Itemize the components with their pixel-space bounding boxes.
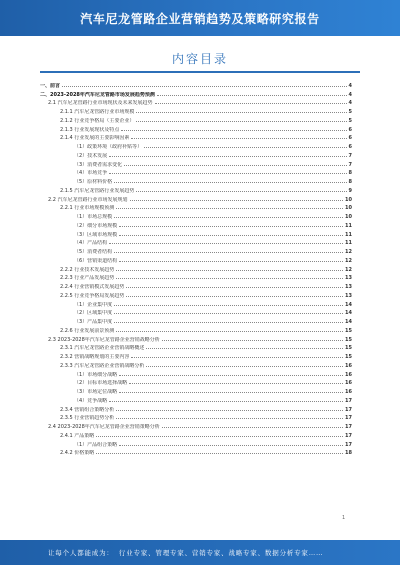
toc-entry-label: 2.3.4 营销组合策略分析 (60, 406, 115, 413)
toc-entry-page: 11 (345, 240, 352, 247)
toc-entry[interactable] (40, 299, 352, 308)
toc-entry[interactable] (40, 141, 352, 150)
toc-entry[interactable] (40, 325, 352, 334)
toc-entry-label: 二、2023-2028年汽车尼龙管路市场发展趋势预测 (40, 91, 155, 98)
toc-entry-page: 17 (345, 424, 352, 430)
toc-entry-page: 5 (348, 109, 352, 115)
toc-entry-label: （6）营销渠道结构 (74, 257, 118, 264)
toc-leader-dots (144, 147, 346, 148)
toc-entry-page: 10 (345, 214, 352, 220)
toc-leader-dots (119, 445, 343, 446)
toc-entry-label: 2.1.3 行业发展现状及特点 (60, 126, 120, 133)
toc-entry-page: 17 (345, 406, 352, 413)
toc-entry-page: 15 (345, 327, 352, 334)
toc-leader-dots (109, 401, 343, 402)
toc-entry-label: 2.2.3 行业产品发展趋势 (60, 275, 115, 282)
toc-entry-page: 18 (345, 450, 352, 457)
toc-entry-page: 11 (345, 222, 352, 229)
toc-entry[interactable] (40, 159, 352, 168)
toc-entry-label: 2.1.1 汽车尼龙管路行业市场规模 (60, 109, 135, 115)
toc-leader-dots (114, 313, 343, 314)
toc-entry-label: （2）技术发展 (74, 152, 108, 159)
toc-entry-page: 4 (348, 91, 352, 98)
toc-leader-dots (114, 322, 343, 323)
toc-entry[interactable] (40, 176, 352, 185)
toc-entry-page: 13 (345, 275, 352, 282)
toc-entry-label: 2.1 汽车尼龙管路行业市场现状及未来发展趋势 (48, 100, 153, 107)
toc-entry[interactable] (40, 421, 352, 430)
toc-entry[interactable] (40, 273, 352, 282)
toc-entry[interactable] (40, 439, 352, 448)
toc-entry[interactable] (40, 211, 352, 220)
toc-entry-label: 2.2.1 行业市场规模预测 (60, 205, 115, 212)
toc-entry[interactable] (40, 115, 352, 124)
toc-entry-page: 14 (345, 319, 352, 325)
toc-entry-page: 6 (348, 135, 352, 142)
toc-entry[interactable] (40, 124, 352, 133)
toc-entry-page: 16 (345, 389, 352, 395)
toc-entry[interactable] (40, 106, 352, 115)
toc-leader-dots (114, 217, 343, 218)
toc-entry-label: （1）市场细分战略 (74, 371, 118, 378)
toc-entry-label: （3）市场定位战略 (74, 389, 118, 395)
toc-leader-dots (129, 383, 343, 384)
toc-entry[interactable] (40, 395, 352, 404)
toc-leader-dots (96, 436, 343, 437)
toc-entry-label: （5）原材料价格 (74, 179, 113, 185)
toc-entry[interactable] (40, 168, 352, 177)
heading-divider (40, 71, 360, 73)
toc-entry-label: 2.1.5 汽车尼龙管路行业发展趋势 (60, 187, 135, 194)
toc-entry[interactable] (40, 448, 352, 457)
header-banner (0, 0, 400, 36)
toc-entry[interactable] (40, 360, 352, 369)
toc-leader-dots (131, 357, 343, 358)
toc-entry[interactable] (40, 386, 352, 395)
toc-leader-dots (136, 112, 346, 113)
toc-entry[interactable] (40, 229, 352, 238)
toc-entry-label: （4）竞争战略 (74, 397, 108, 404)
toc-leader-dots (155, 103, 347, 104)
toc-entry-page: 8 (348, 170, 352, 177)
toc-entry[interactable] (40, 351, 352, 360)
toc-leader-dots (62, 86, 347, 87)
toc-entry[interactable] (40, 203, 352, 212)
toc-entry[interactable] (40, 308, 352, 317)
toc-leader-dots (116, 418, 343, 419)
toc-leader-dots (116, 278, 343, 279)
toc-entry-label: （2）区域集中度 (74, 310, 113, 317)
toc-entry-label: 2.2.2 行业技术发展趋势 (60, 266, 115, 273)
toc-entry[interactable] (40, 343, 352, 352)
toc-leader-dots (136, 121, 346, 122)
toc-entry[interactable] (40, 290, 352, 299)
footer-roles: 行业专家、管理专家、营销专家、战略专家、数据分析专家…… (118, 549, 324, 557)
toc-entry-page: 4 (348, 82, 352, 89)
toc-entry-page: 16 (345, 371, 352, 378)
toc-entry-label: （2）目标市场选择战略 (74, 380, 128, 387)
toc-entry[interactable] (40, 369, 352, 378)
toc-entry-label: 2.4.1 产品策略 (60, 432, 95, 439)
toc-leader-dots (109, 243, 343, 244)
toc-entry-label: （1）政策环境（政府补贴等） (74, 144, 143, 150)
toc-entry-label: 一、前言 (40, 82, 61, 89)
toc-entry[interactable] (40, 133, 352, 142)
toc-entry[interactable] (40, 404, 352, 413)
toc-leader-dots (130, 200, 343, 201)
toc-entry-page: 4 (348, 100, 352, 107)
page-number: 1 (342, 515, 346, 521)
footer-slogan: 让每个人都能成为 (48, 549, 107, 557)
toc-entry-page: 14 (345, 310, 352, 317)
toc-entry-label: （1）市场总规模 (74, 214, 113, 220)
toc-entry-page: 17 (345, 441, 352, 448)
toc-leader-dots (96, 453, 343, 454)
toc-entry[interactable] (40, 413, 352, 422)
toc-leader-dots (119, 392, 343, 393)
toc-leader-dots (157, 95, 347, 96)
toc-leader-dots (162, 427, 343, 428)
toc-entry-label: 2.3.1 汽车尼龙管路企业营销战略概述 (60, 345, 145, 352)
toc-entry-page: 12 (345, 257, 352, 264)
toc-entry-label: 2.1.4 行业发展的主要影响因素 (60, 135, 130, 142)
toc-leader-dots (109, 156, 346, 157)
toc-entry-label: （5）消费者结构 (74, 249, 113, 255)
toc-leader-dots (146, 366, 343, 367)
toc-leader-dots (116, 410, 343, 411)
toc-leader-dots (119, 235, 343, 236)
toc-entry[interactable] (40, 281, 352, 290)
toc-entry[interactable] (40, 264, 352, 273)
toc-entry[interactable] (40, 194, 352, 203)
toc-entry-label: 2.2.5 行业竞争格局发展趋势 (60, 292, 125, 299)
toc-entry[interactable] (40, 98, 352, 107)
toc-entry-page: 6 (348, 144, 352, 150)
toc-entry-page: 13 (345, 284, 352, 290)
toc-leader-dots (131, 138, 346, 139)
table-of-contents (40, 80, 352, 456)
toc-entry-label: （3）区域市场规模 (74, 231, 118, 238)
toc-leader-dots (136, 191, 346, 192)
toc-entry-page: 7 (348, 152, 352, 159)
toc-leader-dots (116, 331, 343, 332)
toc-entry[interactable] (40, 238, 352, 247)
toc-entry-label: （1）产品组合策略 (74, 441, 118, 448)
toc-leader-dots (119, 375, 343, 376)
toc-entry[interactable] (40, 255, 352, 264)
toc-entry-page: 15 (345, 354, 352, 360)
toc-entry[interactable] (40, 220, 352, 229)
report-title: 汽车尼龙管路企业营销趋势及策略研究报告 (80, 11, 320, 26)
toc-entry-label: 2.3.2 营销战略规划的主要内容 (60, 354, 130, 360)
toc-entry-page: 11 (345, 231, 352, 238)
toc-leader-dots (162, 340, 343, 341)
toc-entry-page: 14 (345, 301, 352, 308)
toc-entry-label: 2.2.6 行业发展前景预测 (60, 327, 115, 334)
toc-entry-page: 13 (345, 292, 352, 299)
toc-entry[interactable] (40, 334, 352, 343)
footer-banner (0, 540, 400, 565)
toc-entry-page: 7 (348, 161, 352, 168)
toc-leader-dots (146, 348, 343, 349)
toc-entry-page: 8 (348, 179, 352, 185)
toc-entry[interactable] (40, 430, 352, 439)
toc-leader-dots (116, 270, 343, 271)
toc-leader-dots (114, 252, 343, 253)
toc-entry-label: 2.4.2 价格策略 (60, 450, 95, 457)
toc-entry-label: （3）消费者需求变化 (74, 161, 123, 168)
toc-entry[interactable] (40, 185, 352, 194)
toc-entry-page: 15 (345, 336, 352, 343)
toc-entry-label: （4）市场竞争 (74, 170, 108, 177)
toc-entry-label: 2.2 汽车尼龙管路行业市场发展规划 (48, 196, 128, 203)
toc-entry-label: （4）产品结构 (74, 240, 108, 247)
toc-entry-page: 12 (345, 249, 352, 255)
toc-leader-dots (114, 182, 346, 183)
toc-entry[interactable] (40, 150, 352, 159)
toc-entry-page: 5 (348, 117, 352, 124)
toc-heading: 内容目录 (171, 52, 228, 66)
toc-entry-page: 12 (345, 266, 352, 273)
toc-entry-page: 9 (348, 187, 352, 194)
toc-entry-page: 17 (345, 415, 352, 422)
footer-separator: ： (106, 549, 113, 557)
toc-entry-label: （2）细分市场规模 (74, 222, 118, 229)
toc-entry-label: 2.3.5 行业营销趋势分析 (60, 415, 115, 422)
toc-entry-label: 2.3.3 汽车尼龙管路企业营销战略分析 (60, 362, 145, 369)
toc-entry[interactable] (40, 378, 352, 387)
toc-entry[interactable] (40, 89, 352, 98)
toc-entry-label: （1）企业集中度 (74, 301, 113, 308)
toc-leader-dots (114, 305, 343, 306)
toc-entry-page: 10 (345, 196, 352, 203)
toc-entry-page: 15 (345, 345, 352, 352)
toc-entry-page: 16 (345, 380, 352, 387)
toc-entry-label: 2.4 2023-2028年汽车尼龙管路企业营销策略分析 (48, 424, 160, 430)
toc-entry-label: （3）产品集中度 (74, 319, 113, 325)
toc-entry[interactable] (40, 316, 352, 325)
toc-leader-dots (109, 173, 346, 174)
toc-leader-dots (126, 287, 343, 288)
toc-leader-dots (126, 296, 343, 297)
toc-entry-label: 2.2.4 行业营销模式发展趋势 (60, 284, 125, 290)
toc-leader-dots (121, 130, 346, 131)
toc-leader-dots (119, 261, 343, 262)
toc-entry-label: 2.3 2023-2028年汽车尼龙管路企业营销战略分析 (48, 336, 160, 343)
toc-leader-dots (116, 208, 343, 209)
toc-entry-label: 2.1.2 行业竞争格局（主要企业） (60, 117, 135, 124)
toc-entry-page: 6 (348, 126, 352, 133)
toc-leader-dots (124, 165, 346, 166)
toc-entry[interactable] (40, 246, 352, 255)
toc-entry-page: 16 (345, 362, 352, 369)
toc-entry[interactable] (40, 80, 352, 89)
toc-entry-page: 10 (345, 205, 352, 212)
toc-entry-page: 17 (345, 432, 352, 439)
toc-leader-dots (119, 226, 343, 227)
toc-entry-page: 17 (345, 397, 352, 404)
